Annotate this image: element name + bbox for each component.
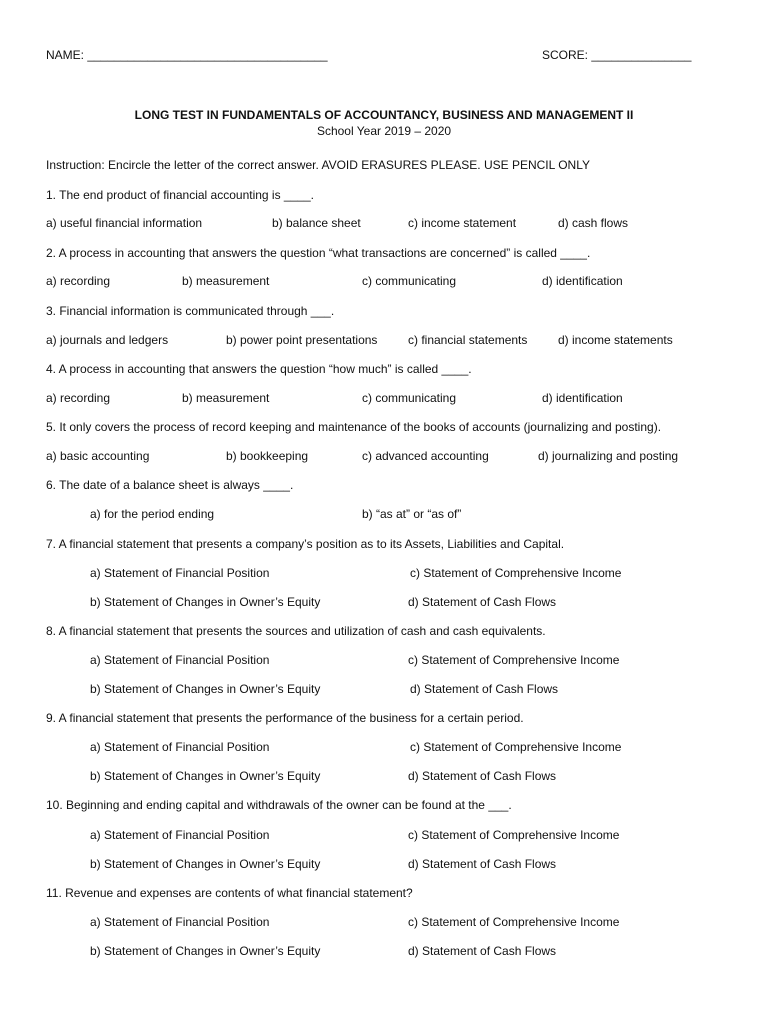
q10-option-a[interactable]: a) Statement of Financial Position <box>90 828 270 842</box>
q10-option-b[interactable]: b) Statement of Changes in Owner’s Equity <box>90 857 321 871</box>
q5-option-c[interactable]: c) advanced accounting <box>362 449 489 463</box>
school-year: School Year 2019 – 2020 <box>316 124 452 138</box>
q3-option-b[interactable]: b) power point presentations <box>226 333 378 347</box>
q2-option-a[interactable]: a) recording <box>46 274 111 288</box>
q3-option-a[interactable]: a) journals and ledgers <box>46 333 169 347</box>
q8-option-c[interactable]: c) Statement of Comprehensive Income <box>408 653 620 667</box>
q1-option-a[interactable]: a) useful financial information <box>46 216 203 230</box>
q4-option-b[interactable]: b) measurement <box>182 391 270 405</box>
test-title: LONG TEST IN FUNDAMENTALS OF ACCOUNTANCY, BUSINESS AND MANAGEMENT II <box>134 108 634 122</box>
q1-option-c[interactable]: c) income statement <box>408 216 517 230</box>
question-2: 2. A process in accounting that answers the question “what transactions are concerned” is called ____. <box>46 246 591 260</box>
q10-option-d[interactable]: d) Statement of Cash Flows <box>408 857 557 871</box>
instruction: Instruction: Encircle the letter of the correct answer. AVOID ERASURES PLEASE. USE PENCIL ONLY <box>46 158 590 172</box>
q8-option-b[interactable]: b) Statement of Changes in Owner’s Equity <box>90 682 321 696</box>
q11-option-d[interactable]: d) Statement of Cash Flows <box>408 944 557 958</box>
q6-option-a[interactable]: a) for the period ending <box>90 507 215 521</box>
q4-option-c[interactable]: c) communicating <box>362 391 457 405</box>
q2-option-d[interactable]: d) identification <box>542 274 623 288</box>
q9-option-c[interactable]: c) Statement of Comprehensive Income <box>410 740 622 754</box>
question-8: 8. A financial statement that presents the sources and utilization of cash and cash equivalents. <box>46 624 546 638</box>
q11-option-b[interactable]: b) Statement of Changes in Owner’s Equity <box>90 944 321 958</box>
q6-option-b[interactable]: b) “as at” or “as of” <box>362 507 462 521</box>
q3-option-d[interactable]: d) income statements <box>558 333 673 347</box>
question-1: 1. The end product of financial accounting is ____. <box>46 188 314 202</box>
q4-option-a[interactable]: a) recording <box>46 391 111 405</box>
question-9: 9. A financial statement that presents the performance of the business for a certain period. <box>46 711 524 725</box>
q8-option-a[interactable]: a) Statement of Financial Position <box>90 653 270 667</box>
question-5: 5. It only covers the process of record keeping and maintenance of the books of accounts (journalizing and posting). <box>46 420 662 434</box>
q7-option-d[interactable]: d) Statement of Cash Flows <box>408 595 557 609</box>
q7-option-a[interactable]: a) Statement of Financial Position <box>90 566 270 580</box>
q9-option-d[interactable]: d) Statement of Cash Flows <box>408 769 557 783</box>
q5-option-a[interactable]: a) basic accounting <box>46 449 150 463</box>
q7-option-c[interactable]: c) Statement of Comprehensive Income <box>410 566 622 580</box>
q9-option-a[interactable]: a) Statement of Financial Position <box>90 740 270 754</box>
question-4: 4. A process in accounting that answers the question “how much” is called ____. <box>46 362 472 376</box>
q8-option-d[interactable]: d) Statement of Cash Flows <box>410 682 559 696</box>
q3-option-c[interactable]: c) financial statements <box>408 333 528 347</box>
q1-option-d[interactable]: d) cash flows <box>558 216 629 230</box>
q5-option-b[interactable]: b) bookkeeping <box>226 449 309 463</box>
q11-option-a[interactable]: a) Statement of Financial Position <box>90 915 270 929</box>
q2-option-c[interactable]: c) communicating <box>362 274 457 288</box>
q11-option-c[interactable]: c) Statement of Comprehensive Income <box>408 915 620 929</box>
question-6: 6. The date of a balance sheet is always ____. <box>46 478 294 492</box>
question-10: 10. Beginning and ending capital and withdrawals of the owner can be found at the ___. <box>46 798 512 812</box>
q4-option-d[interactable]: d) identification <box>542 391 623 405</box>
q2-option-b[interactable]: b) measurement <box>182 274 270 288</box>
name-field-label: NAME: ____________________________________ <box>46 48 328 62</box>
q7-option-b[interactable]: b) Statement of Changes in Owner’s Equity <box>90 595 321 609</box>
q10-option-c[interactable]: c) Statement of Comprehensive Income <box>408 828 620 842</box>
score-field-label: SCORE: _______________ <box>542 48 692 62</box>
q1-option-b[interactable]: b) balance sheet <box>272 216 361 230</box>
question-11: 11. Revenue and expenses are contents of what financial statement? <box>46 886 413 900</box>
q5-option-d[interactable]: d) journalizing and posting <box>538 449 679 463</box>
q9-option-b[interactable]: b) Statement of Changes in Owner’s Equity <box>90 769 321 783</box>
question-7: 7. A financial statement that presents a company’s position as to its Assets, Liabilities and Capital. <box>46 537 565 551</box>
question-3: 3. Financial information is communicated through ___. <box>46 304 335 318</box>
